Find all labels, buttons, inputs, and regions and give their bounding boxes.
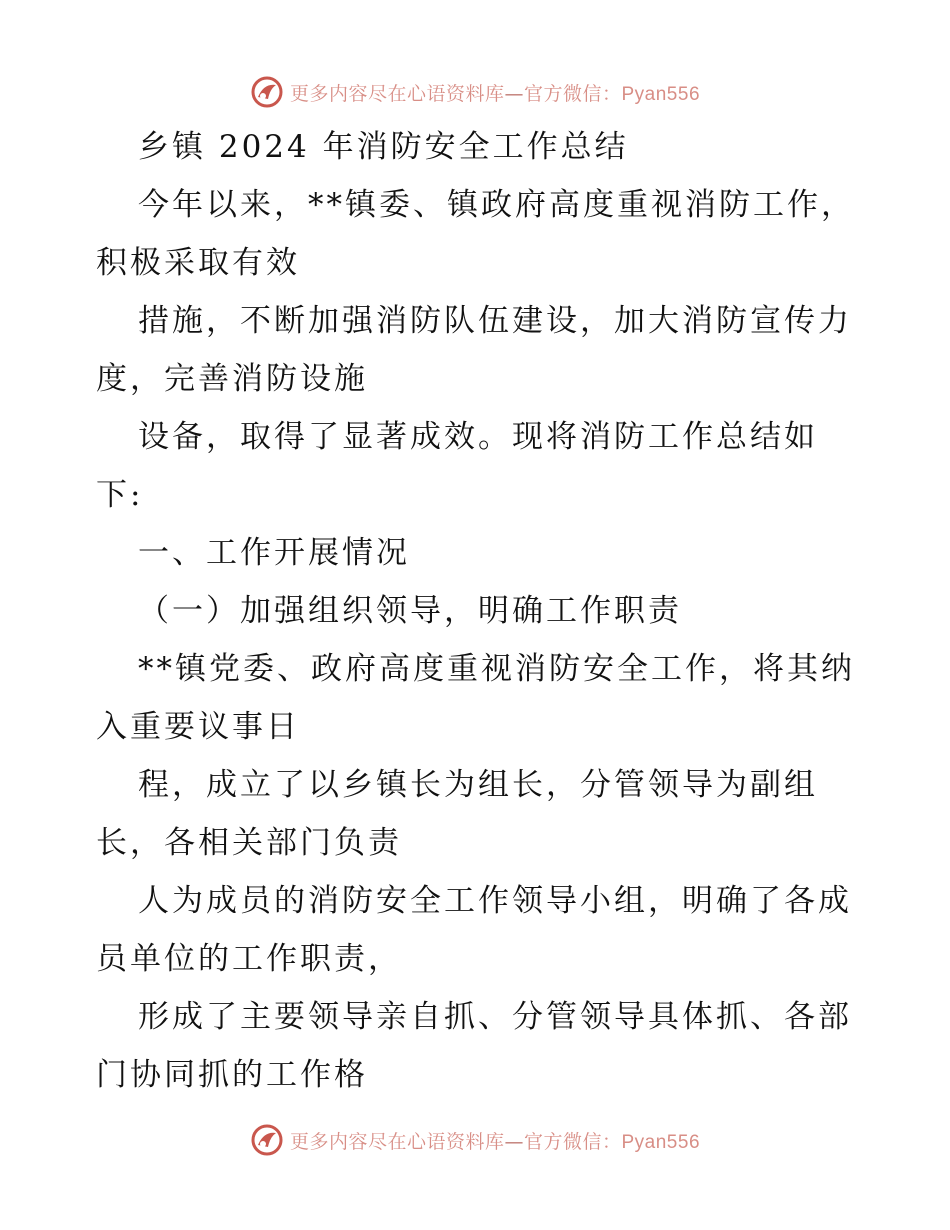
paragraph-line: 下: [96,477,144,513]
paragraph-line: 长，各相关部门负责 [96,825,402,861]
section-heading: 一、工作开展情况 [138,535,410,571]
paragraph-line: **镇党委、政府高度重视消防安全工作，将其纳 [138,651,855,687]
footer-banner-contact: 官方微信：Pyan556 [524,1131,701,1153]
paragraph-line: 积极采取有效 [96,245,300,281]
footer-banner-separator: — [504,1130,524,1153]
header-banner-contact: 官方微信：Pyan556 [524,83,701,105]
footer-banner-title: 更多内容尽在心语资料库 [289,1130,505,1153]
paragraph-line: 今年以来，**镇委、镇政府高度重视消防工作， [138,187,855,223]
header-banner-title: 更多内容尽在心语资料库 [289,82,505,105]
footer-banner-text [290,1127,700,1154]
header-banner-separator: — [504,82,524,105]
document-body [96,118,856,1104]
header-watermark-banner [0,72,950,112]
brand-logo-icon [250,1123,284,1157]
document-title: 乡镇 2024 年消防安全工作总结 [138,129,629,165]
brand-logo-icon [250,75,284,109]
paragraph-line: 入重要议事日 [96,709,300,745]
paragraph-line: 门协同抓的工作格 [96,1057,368,1093]
paragraph-line: 措施，不断加强消防队伍建设，加大消防宣传力 [138,303,852,339]
subsection-heading: （一）加强组织领导，明确工作职责 [138,593,682,629]
paragraph-line: 员单位的工作职责， [96,941,402,977]
paragraph-line: 设备，取得了显著成效。现将消防工作总结如 [138,419,818,455]
header-banner-text [290,79,700,106]
footer-watermark-banner [0,1120,950,1160]
paragraph-line: 程，成立了以乡镇长为组长，分管领导为副组 [138,767,818,803]
paragraph-line: 人为成员的消防安全工作领导小组，明确了各成 [138,883,852,919]
paragraph-line: 度，完善消防设施 [96,361,368,397]
paragraph-line: 形成了主要领导亲自抓、分管领导具体抓、各部 [138,999,852,1035]
